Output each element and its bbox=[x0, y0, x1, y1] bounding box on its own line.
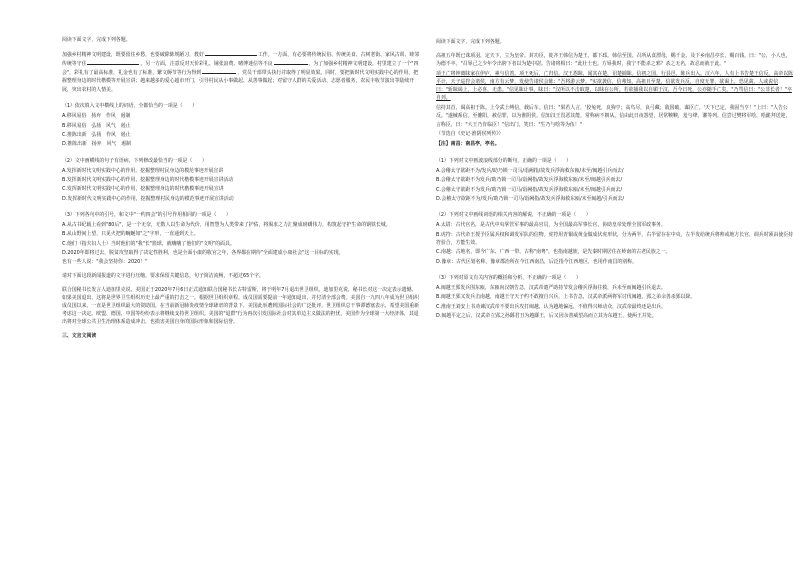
r-q1-option-a: A.会稽太守欲距不为/发兵/助乃锁一司马/诣阙指/故发兵浮海救东瓯/未至/闽越引兵而去/ bbox=[436, 167, 624, 174]
q2-stem: （2）文中画横线的句子有语病，下列修改最恰当的一项是（ ） bbox=[62, 157, 207, 164]
left-passage-e: ，党员干部带头执行并取得了明显效果。同时，要把新时代文明实践中心的作用，把握整理身边的时代楷模等开展宣讲；越来越多的爱心超市开门，引导村民从小事做起、从善事做起；对留守人群的关爱活动、志愿者服务、农民丰收节演出等陆续开展，突出农村的人情美。 bbox=[62, 70, 419, 93]
left-passage-a: 加强乡村精神文明建设，既要留住乡愁，也要破除陈规陋习，教好 bbox=[62, 51, 204, 58]
q3-option-a: A.从古书纪载上看到"80后"，是一个无奈，无数人以生命为代价，用智慧为人类带来了护佑，将渴求之力汇聚成磅礴伟力，构筑起守护生命的钢铁长城。 bbox=[62, 221, 391, 228]
blank-2 bbox=[87, 59, 139, 65]
left-column bbox=[62, 36, 420, 342]
source-citation: （节选自《史记·淮阴侯列传》） bbox=[436, 131, 504, 138]
q3-option-b: B.从山野间上望，只见火把的蜿蜒如"之"字形，一直通到天上。 bbox=[62, 231, 199, 238]
q3-stem: （3）下列各句中的引号，和文中"一约四会"的引号作用相同的一项是（ ） bbox=[62, 212, 232, 219]
classical-paragraph-3: 信持其首，谒高祖于陈。上令武士缚信，载后车。信曰："果若人言，'狡兔死，良狗亨；高鸟尽，良弓藏；敌国破，谋臣亡。'天下已定，我固当亨！"上曰："人告公反。"遂械系信。至雒阳，赦信罪，以为淮阴侯。信知汉王畏恶其能，常称病不朝从。信由此日夜怨望，居常鞅鞅，羞与绛、灌等列。信尝过樊将军哙，哙跪拜送迎，言称臣，曰："大王乃肯临臣！"信出门，笑曰："生乃与哙等为伍！" bbox=[436, 105, 791, 128]
r-q1-option-b: B.会稽太守欲距不为发兵/助乃锁一司马/诣阙指/故发兵浮海救东瓯/未至/闽越引兵而去/ bbox=[436, 177, 622, 184]
r-q2-option-b: B.虎符：古代帝王授予臣属兵权和调发军队的信物。虎符用青铜或黄金做成伏虎形状，分为两半，右半留存在中央，左半发给统兵将帅或地方长官，调兵时须由使臣持符验合，方能生效。 bbox=[436, 231, 794, 246]
blank-4 bbox=[202, 68, 236, 74]
r-q3-option-d: D.闽越平定之后，汉武帝立郢之孙繇君丑为越繇王，后又因余善威望高而立其为东越王，使两王并处。 bbox=[436, 312, 657, 319]
q2-option-c: C.发挥新时代文明实践中心的作用，挖掘整理身边的时代楷模事迹开展宣讲 bbox=[62, 186, 224, 193]
left-passage-d: 。为了加强乡村精神文明建设，村里建立了一个"四会"，彩礼有了最高标准，礼金也有了标准，繁文缛节等行为得到 bbox=[62, 61, 419, 77]
left-passage-b: 工作。一方面，有必要将传统民俗、传统美食、古树老街、家风古训、睦邻传统等守住 bbox=[62, 51, 420, 67]
q3-tail: 也有一些人说："我会坚持你：2020！" bbox=[62, 259, 148, 266]
r-q3-stem: （3）下列对原文有关内容的概括和分析，不正确的一项是（ ） bbox=[436, 274, 581, 281]
q3-option-c: C.他们（指夫妇人士）当时他们的"我"长"篮球，就嚷嚷了他们的"文明"的面具。 bbox=[62, 240, 235, 247]
q2-option-b: B.发挥新时代文明实践中心的作用，挖掘整理身边的时代楷模事迹开展宣讲活动 bbox=[62, 176, 234, 183]
left-passage bbox=[62, 50, 420, 94]
r-q2-option-a: A.太尉：古代官名，是古代中央掌管军事的最高官员，为全国最高军事长官，协助皇帝处理全国军政事务。 bbox=[436, 222, 666, 229]
section-heading: 三、文言文阅读 bbox=[62, 333, 97, 340]
q1-option-a: A.移风易俗 扬弃 作风 遏制 bbox=[62, 113, 131, 120]
r-q1-option-c: C.会稽太守欲距不为发兵/助乃锁一司马/诣阙指/故发兵浮海救东瓯/未至/闽越引兵而去/ bbox=[436, 186, 623, 193]
q2-option-a: A.发挥新时代文明实践中心的作用，挖掘整理村民身边的模范事迹开展宣讲 bbox=[62, 167, 224, 174]
left-intro: 阅读下面文字，完成下列各题。 bbox=[62, 37, 131, 43]
r-q2-option-d: D.豫章：古代区划名称，豫章郡治所在今江西南昌，后泛指今江西地区，也用作南昌的别称。 bbox=[436, 258, 637, 265]
r-q3-option-a: A.闽越王郢发兵围东瓯，东瓯向汉朝告急，汉武帝遣严助持节发会稽兵浮海往救，兵未至而闽越引兵退去。 bbox=[436, 284, 666, 291]
blank-1 bbox=[205, 50, 257, 56]
classical-paragraph-1: 高祖五年既已诛项羽，定天下，立为皇帝。封功臣，徙齐王韩信为楚王，都下邳。韩信至国，召所从食漂母，赐千金。及下乡南昌亭长，赐百钱，曰："公，小人也，为德不卒。"召辱己之少年令出胯下者以为楚中尉。告诸将相曰："此壮士也。方辱我时，我宁不能杀之邪？杀之无名，故忍而就于此。" bbox=[436, 52, 791, 67]
q1-option-d: D.推陈出新 扬弃 风气 遏制 bbox=[62, 141, 131, 148]
classical-paragraph-2: 项王亡将钟离眜家在伊庐，素与信善。项王死后，亡归信。汉王怨眜，闻其在楚，诏楚捕眜。信初之国，行县邑，陈兵出入。汉六年，人有上书告楚王信反。高帝以陈平计，天子巡狩会诸侯，南方有云梦，发使告诸侯会陈："吾将游云梦。"实欲袭信，信弗知。高祖且至楚，信欲发兵反，自度无罪，欲谒上，恐见禽。人或说信曰："斩眜谒上，上必喜，无患。"信见眜计事。眜曰："汉所以不击取楚，以眜在公所。若欲捕我以自媚于汉，吾今日死，公亦随手亡矣。"乃骂信曰："公非长者！"卒自刭。 bbox=[436, 70, 794, 102]
r-q1-stem: （1）下列对文中画波浪线部分的断句，正确的一项是（ ） bbox=[436, 158, 572, 164]
q3-option-d: D.2020年即将过去，脱贫攻坚取得了决定性胜利，也是全面小康的收官之年，各界都在期待"全面建成小康社会"这一目标的实现。 bbox=[62, 250, 344, 257]
r-q2-option-c: C.南越：古地名，即今广东、广西一带，古称"南粤"，也指南越族，是先秦时期居住在岭南的古老民族之一。 bbox=[436, 249, 671, 256]
right-intro: 阅读下面文字，完成下列各题。 bbox=[436, 39, 505, 45]
annotation-note: 【注】南昌：南昌亭，亭名。 bbox=[436, 141, 500, 148]
news-passage: 联合国秘书长发言人迪加里克说，美国正于2020年7月6日正式通知联合国秘书长古特雷斯，将于明年7月退出世卫组织。迪加里克说，秘书长对这一决定表示遗憾。如果美国退出，这将是世界卫生组织历史上最严重的打击之一。根据世卫组织章程，成员国需要提前一年通知退出，并付清全部会费。美国自一九四八年成为世卫组织成员国以来，一直是世卫组织最大的资助国。在当前新冠肺炎疫情全球肆虐的背景下，美国此举遭到国际社会的广泛批评。世卫组织总干事谭德塞表示，希望美国重新考虑这一决定。欧盟、德国、中国等纷纷表示将继续支持世卫组织。美国的"退群"行为再次引发国际社会对其单边主义做法的担忧，美国作为全球第一大经济体，其退出将对全球公共卫生治理体系造成冲击，也损害美国自身的国际形象和国际信誉。 bbox=[62, 286, 420, 326]
blank-3 bbox=[274, 59, 308, 65]
q1-option-c: C.推陈出新 弘扬 作风 遏止 bbox=[62, 131, 131, 138]
q2-option-d: D.发挥新时代文明实践中心的作用，挖掘整理村民身边的模范事迹开展宣讲活动 bbox=[62, 195, 234, 202]
q1-stem: （1）依次填入文中横线上的词语，全都恰当的一项是（ ） bbox=[62, 103, 198, 110]
right-column bbox=[436, 38, 794, 321]
r-q3-option-b: B.闽越王郢又发兵击南越，南越王守天子约不敢擅自兴兵，上书告急，汉武帝派两将军讨伐闽越，郢之弟余善杀郢以降。 bbox=[436, 294, 696, 301]
q1-option-b: B.移风易俗 弘扬 风气 遏止 bbox=[62, 122, 131, 129]
left-passage-c: 。另一方面，注意反对天价彩礼、铺张浪费、赌博迷信等不良 bbox=[140, 61, 273, 67]
q4-stem: 请对下面这段新闻报道的文字进行压缩，要求保留关键信息，句子简洁流畅，不超过65个字。 bbox=[62, 272, 264, 279]
r-q1-option-d: D.会稽太守欲距不为/发兵/助乃锁一司马/诣阙指/故发兵浮海救东瓯/未至闽越/引兵而去/ bbox=[436, 195, 625, 202]
r-q2-stem: （2）下列对文中画线词语的相关内容的解说，不正确的一项是（ ） bbox=[436, 212, 591, 219]
r-q3-option-c: C.淮南王刘安上书劝谏汉武帝不要出兵攻打闽越，认为越地偏远，不值得兴师动众，汉武帝最终还是出兵。 bbox=[436, 303, 666, 310]
